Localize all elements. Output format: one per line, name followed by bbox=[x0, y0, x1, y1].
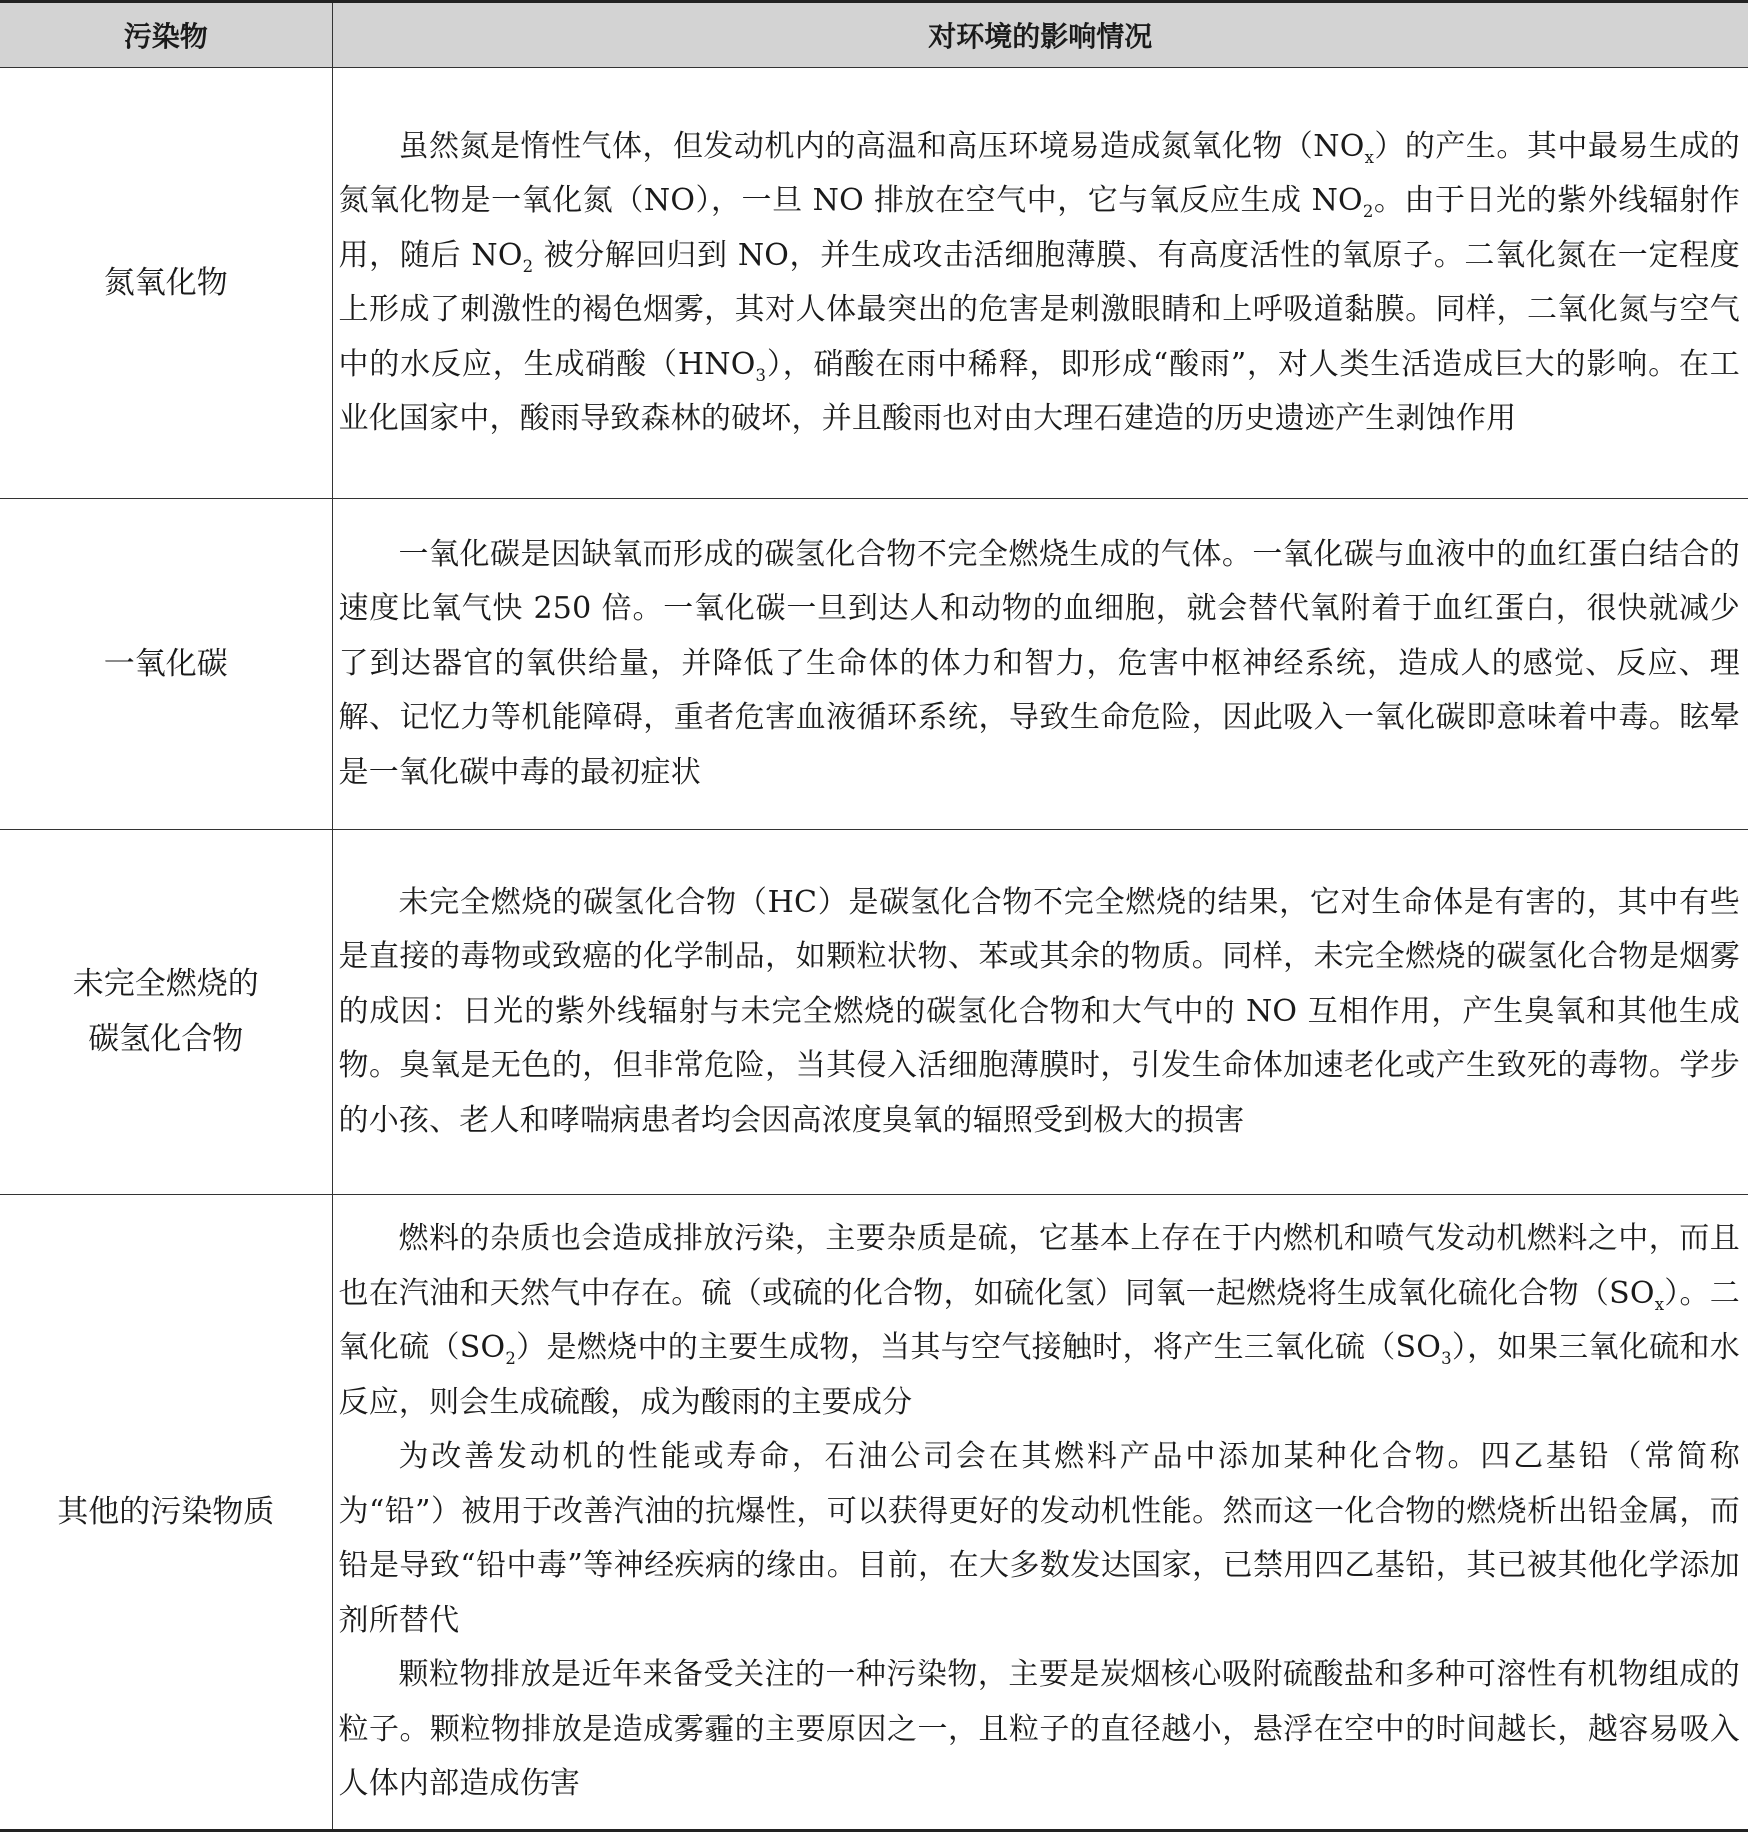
subscript: 3 bbox=[1441, 1349, 1452, 1369]
subscript: x bbox=[1364, 147, 1375, 167]
pollutant-name-text: 一氧化碳 bbox=[103, 645, 228, 682]
pollutant-name-text: 氮氧化物 bbox=[103, 264, 228, 301]
description-paragraph bbox=[339, 1430, 1741, 1648]
description-paragraph bbox=[339, 120, 1741, 447]
subscript: 2 bbox=[1362, 202, 1374, 221]
description-text: 虽然氮是惰性气体，但发动机内的高温和高压环境易造成氮氧化物（NO bbox=[398, 128, 1365, 164]
impact-description bbox=[332, 830, 1748, 1195]
description-text: 未完全燃烧的碳氢化合物（HC）是碳氢化合物不完全燃烧的结果，它对生命体是有害的，其中有些是直接的毒物或致癌的化学制品，如颗粒状物、苯或其余的物质。同样，未完全燃烧的碳氢化合物是烟雾的成因：日光的紫外线辐射与未完全燃烧的碳氢化合物和大气中的 NO 互相作用，产生臭氧和其他生成物。臭氧是无色的，但非常危险，当其侵入活细胞薄膜时，引发生命体加速老化或产生致死的毒物。学步的小孩、老人和哮喘病患者均会因高浓度臭氧的辐照受到极大的损害 bbox=[338, 884, 1740, 1138]
header-pollutant: 污染物 bbox=[0, 2, 332, 68]
subscript: 3 bbox=[755, 365, 767, 385]
pollutant-name-text: 其他的污染物质 bbox=[57, 1493, 275, 1530]
description-text: ）。二氧化硫（SO bbox=[338, 1275, 1740, 1366]
description-text: 燃料的杂质也会造成排放污染，主要杂质是硫，它基本上存在于内燃机和喷气发动机燃料之中，而且也在汽油和天然气中存在。硫（或硫的化合物，如硫化氢）同氧一起燃烧将生成氧化硫化合物（SO bbox=[338, 1221, 1740, 1311]
table-row bbox=[0, 68, 1748, 499]
description-text: 一氧化碳是因缺氧而形成的碳氢化合物不完全燃烧生成的气体。一氧化碳与血液中的血红蛋白结合的速度比氧气快 250 倍。一氧化碳一旦到达人和动物的血细胞，就会替代氧附着于血红蛋白，很快就减少了到达器官的氧供给量，并降低了生命体的体力和智力，危害中枢神经系统，造成人的感觉、反应、理解、记忆力等机能障碍，重者危害血液循环系统，导致生命危险，因此吸入一氧化碳即意味着中毒。眩晕是一氧化碳中毒的最初症状 bbox=[338, 536, 1740, 790]
table-row bbox=[0, 1195, 1748, 1831]
table-row bbox=[0, 830, 1748, 1195]
subscript: 2 bbox=[505, 1349, 517, 1369]
header-row bbox=[0, 2, 1748, 68]
table-row bbox=[0, 499, 1748, 830]
impact-description bbox=[332, 499, 1748, 830]
pollutant-name-line: 未完全燃烧的 bbox=[72, 966, 259, 1002]
pollutant-name-line: 碳氢化合物 bbox=[88, 1021, 244, 1057]
description-text: 颗粒物排放是近年来备受关注的一种污染物，主要是炭烟核心吸附硫酸盐和多种可溶性有机物组成的粒子。颗粒物排放是造成雾霾的主要原因之一，且粒子的直径越小，悬浮在空中的时间越长，越容易吸入人体内部造成伤害 bbox=[338, 1657, 1740, 1802]
pollutant-name bbox=[0, 499, 332, 830]
pollutant-name bbox=[0, 830, 332, 1195]
subscript: x bbox=[1654, 1294, 1665, 1314]
description-text: ），如果三氧化硫和水反应，则会生成硫酸，成为酸雨的主要成分 bbox=[338, 1330, 1740, 1420]
description-text: 为改善发动机的性能或寿命，石油公司会在其燃料产品中添加某种化合物。四乙基铅（常简称为“铅”）被用于改善汽油的抗爆性，可以获得更好的发动机性能。然而这一化合物的燃烧析出铅金属，而铅是导致“铅中毒”等神经疾病的缘由。目前，在大多数发达国家，已禁用四乙基铅，其已被其他化学添加剂所替代 bbox=[338, 1439, 1740, 1638]
description-text: 被分解回归到 NO，并生成攻击活细胞薄膜、有高度活性的氧原子。二氧化氮在一定程度上形成了刺激性的褐色烟雾，其对人体最突出的危害是刺激眼睛和上呼吸道黏膜。同样，二氧化氮与空气中的水反应，生成硝酸（HNO bbox=[338, 237, 1740, 382]
description-paragraph bbox=[339, 876, 1741, 1149]
header-impact: 对环境的影响情况 bbox=[332, 2, 1748, 68]
description-paragraph bbox=[339, 528, 1741, 801]
description-text: ）的产生。其中最易生成的氮氧化物是一氧化氮（NO），一旦 NO 排放在空气中，它与氧反应生成 NO bbox=[338, 128, 1741, 218]
subscript: 2 bbox=[522, 256, 534, 276]
description-text: ）是燃烧中的主要生成物，当其与空气接触时，将产生三氧化硫（SO bbox=[516, 1330, 1442, 1366]
pollutant-name bbox=[0, 1195, 332, 1831]
description-text: 。由于日光的紫外线辐射作用，随后 NO bbox=[338, 183, 1740, 273]
pollutant-name bbox=[0, 68, 332, 499]
description-text: ），硝酸在雨中稀释，即形成“酸雨”，对人类生活造成巨大的影响。在工业化国家中，酸雨导致森林的破坏，并且酸雨也对由大理石建造的历史遗迹产生剥蚀作用 bbox=[338, 346, 1740, 436]
description-paragraph bbox=[339, 1648, 1741, 1812]
impact-description bbox=[332, 68, 1748, 499]
description-paragraph bbox=[339, 1212, 1741, 1430]
impact-description bbox=[332, 1195, 1748, 1831]
